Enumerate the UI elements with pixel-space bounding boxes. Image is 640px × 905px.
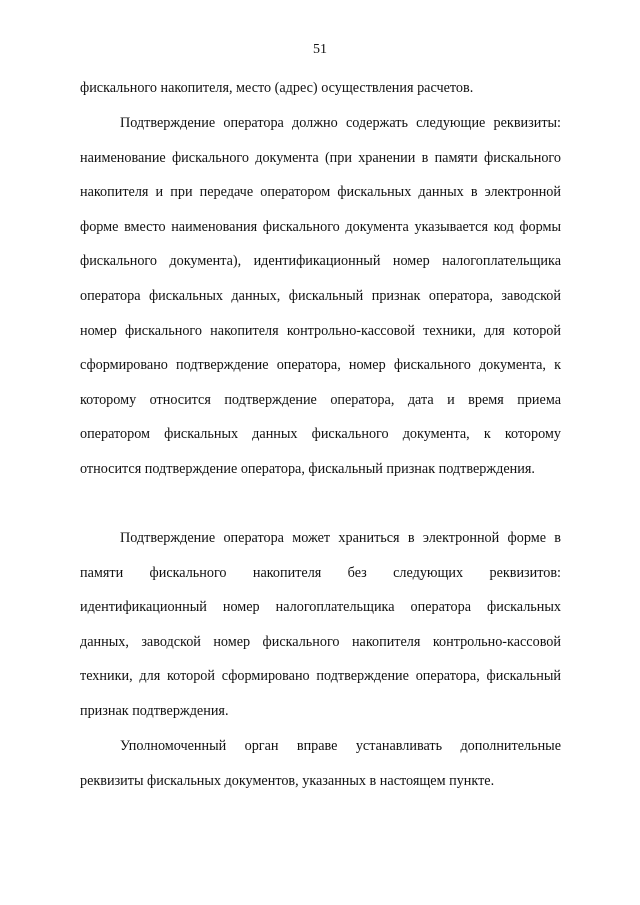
paragraph-confirmation-storage: Подтверждение оператора может храниться в электронной форме в памяти фискального накопителя без следующих реквизитов: идентификационный номер налогоплательщика оператора фискальных данных, заводской номер фискального накопителя контрольно-кассовой техники, для которой сформировано подтверждение оператора, фискальный признак подтверждения. bbox=[80, 530, 561, 719]
paragraph-continuation: фискального накопителя, место (адрес) осуществления расчетов. bbox=[80, 80, 474, 96]
paragraph-authorized-body: Уполномоченный орган вправе устанавливать дополнительные реквизиты фискальных документов, указанных в настоящем пункте. bbox=[80, 738, 561, 789]
paragraph-operator-confirmation-requisites: Подтверждение оператора должно содержать следующие реквизиты: наименование фискального документа (при хранении в памяти фискального накопителя и при передаче оператором фискальных данных в электронной форме вместо наименования фискального документа указывается код формы фискального документа), идентификационный номер налогоплательщика оператора фискальных данных, фискальный признак оператора, заводской номер фискального накопителя контрольно-кассовой техники, для которой сформировано подтверждение оператора, номер фискального документа, к которому относится подтверждение оператора, дата и время приема оператором фискальных данных фискального документа, к которому относится подтверждение оператора, фискальный признак подтверждения. bbox=[80, 115, 561, 477]
page-number: 51 bbox=[313, 42, 327, 57]
